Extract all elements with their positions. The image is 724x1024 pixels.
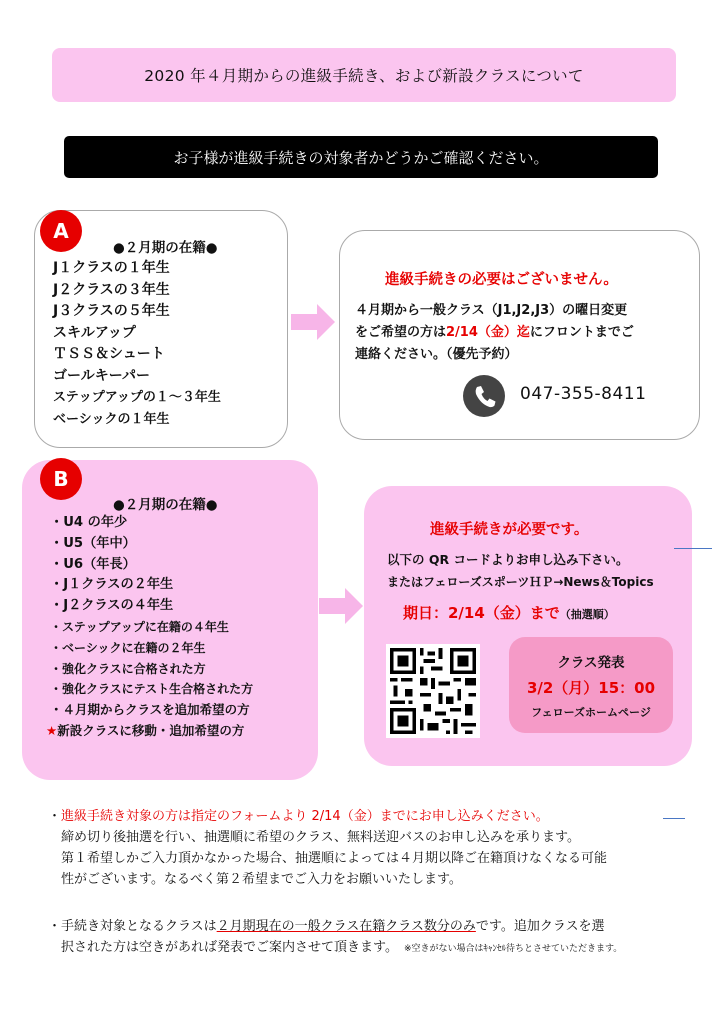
list-item: J３クラスの５年生	[53, 303, 170, 319]
right-arrow-icon	[319, 586, 365, 626]
section-a-badge: A	[40, 210, 82, 252]
list-item: ・４月期からクラスを追加希望の方	[50, 702, 250, 718]
section-b-result-title: 進級手続きが必要です。	[430, 522, 589, 538]
list-item: ・強化クラスに合格された方	[50, 661, 206, 676]
section-b-line2: またはフェローズスポーツＨＰ→News＆Topics	[387, 575, 654, 589]
note-1: ・進級手続き対象の方は指定のフォームより 2/14（金）までにお申し込みください。 締め切り後抽選を行い、抽選順に希望のクラス、無料送迎バスのお申し込みを承ります。 第１希望しかご入力頂かなかった場合、抽選順によっては４月期以降ご在籍頂けなくなる可能 性がございます。なるべく第２希望までご入力をお願いいたします。	[48, 809, 608, 887]
class-announcement-box: クラス発表 3/2（月）15：00 フェローズホームページ	[509, 637, 673, 733]
star-icon: ★	[46, 722, 58, 738]
list-item: ・U5（年中）	[50, 535, 136, 551]
list-item: ゴールキーパー	[53, 367, 151, 384]
section-a-list	[53, 258, 221, 430]
list-item: ・U6（年長）	[50, 556, 136, 572]
list-item: ★新設クラスに移動・追加希望の方	[46, 722, 245, 738]
section-a-heading: ●２月期の在籍●	[113, 240, 218, 256]
section-b-badge: B	[40, 458, 82, 500]
qr-code[interactable]	[386, 644, 480, 738]
section-b-heading: ●２月期の在籍●	[113, 497, 218, 513]
list-item: ステップアップの１～３年生	[53, 390, 221, 405]
section-a-result-text: ４月期から一般クラス（J1,J2,J3）の曜日変更 をご希望の方は2/14（金）迄にフロントまでご 連絡ください。（優先予約）	[355, 303, 634, 362]
right-arrow-icon	[291, 302, 337, 342]
note-2: ・手続き対象となるクラスは２月期現在の一般クラス在籍クラス数分のみです。追加クラスを選 択された方は空きがあれば発表でご案内させて頂きます。 ※空きがない場合はｷｬﾝｾﾙ待ちとさせていただきます。	[48, 919, 623, 955]
list-item: ・強化クラスにテスト生合格された方	[50, 682, 254, 697]
section-b-line1: 以下の QR コードよりお申し込み下さい。	[387, 552, 629, 567]
list-item: ・J１クラスの２年生	[50, 577, 174, 593]
section-a-result-title: 進級手続きの必要はございません。	[385, 272, 618, 288]
list-item: ・U4 の年少	[50, 515, 128, 530]
list-item: J１クラスの１年生	[53, 260, 170, 276]
list-item: スキルアップ	[53, 324, 136, 341]
list-item: ベーシックの１年生	[53, 411, 170, 427]
page-title: 2020 年４月期からの進級手続き、および新設クラスについて	[52, 48, 676, 102]
phone-icon	[463, 375, 505, 417]
instruction-banner: お子様が進級手続きの対象者かどうかご確認ください。	[64, 136, 658, 178]
list-item: ・ベーシックに在籍の２年生	[50, 640, 206, 655]
deadline: 期日：2/14（金）まで（抽選順）	[403, 604, 615, 622]
divider	[674, 548, 712, 549]
list-item: ＴＳＳ＆シュート	[53, 346, 165, 362]
phone-number: 047-355-8411	[520, 384, 647, 404]
list-item: ・J２クラスの４年生	[50, 598, 174, 614]
list-item: ・ステップアップに在籍の４年生	[50, 619, 229, 634]
section-b-list	[46, 513, 254, 742]
list-item: J２クラスの３年生	[53, 281, 170, 298]
